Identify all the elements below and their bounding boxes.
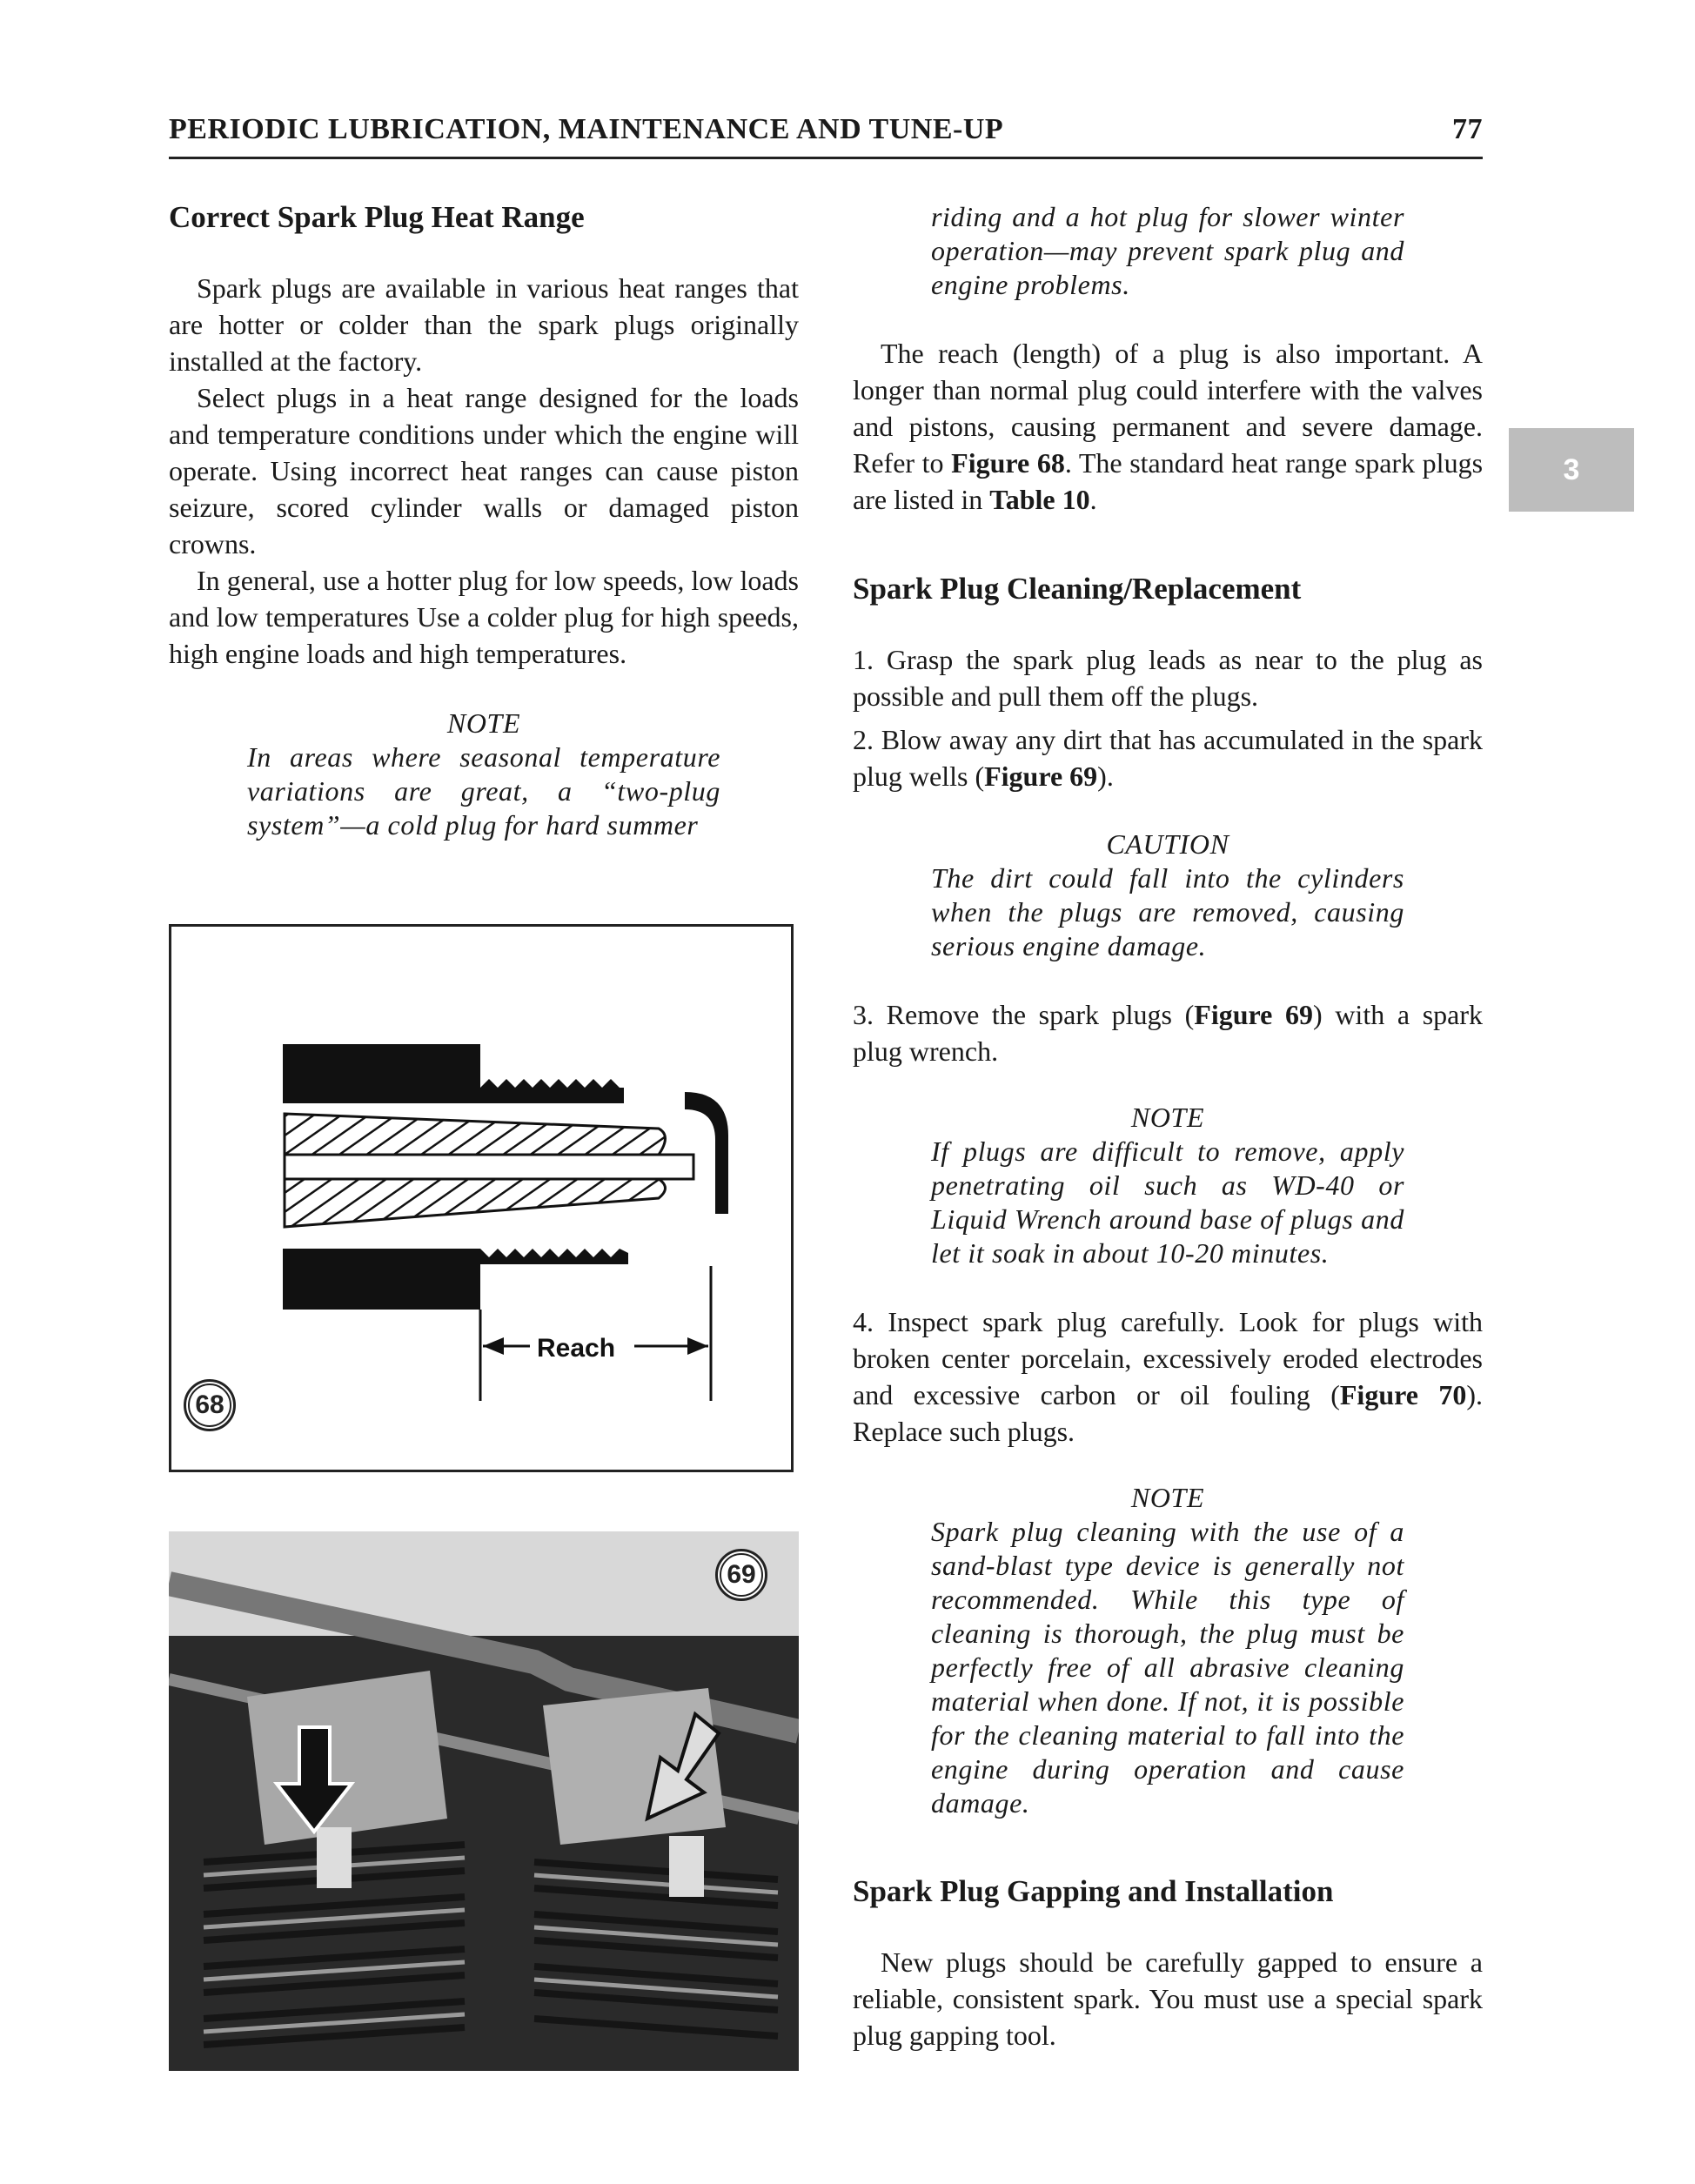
- left-column: [169, 198, 799, 875]
- paragraph: Spark plugs are available in various heat ranges that are hotter or colder than the spark plugs originally installed at the factory.: [169, 272, 799, 377]
- paragraph: In general, use a hotter plug for low speeds, low loads and low temperatures Use a colder plug for high speeds, high engine loads and high temperatures.: [169, 565, 799, 669]
- note-text: Spark plug cleaning with the use of a sand-blast type device is generally not recommended. While this type of cleaning is thorough, the plug must be perfectly free of all abrasive cleaning material when done. If not, it is possible for the cleaning material to fall into the engine during operation and cause damage.: [931, 1516, 1404, 1819]
- caution-label: CAUTION: [1106, 828, 1229, 860]
- section-heading-cleaning: Spark Plug Cleaning/Replacement: [853, 572, 1302, 606]
- step-1: 1. Grasp the spark plug leads as near to the plug as possible and pull them off the plugs.: [853, 644, 1483, 712]
- right-column: [853, 198, 1483, 2053]
- step-2: 2. Blow away any dirt that has accumulated in the spark plug wells (Figure 69).: [853, 724, 1483, 792]
- note-label: NOTE: [1130, 1482, 1205, 1513]
- section-heading-gapping: Spark Plug Gapping and Installation: [853, 1874, 1334, 1908]
- paragraph-gap: New plugs should be carefully gapped to ensure a reliable, consistent spark. You must use a special spark plug gapping tool.: [853, 1946, 1483, 2051]
- step-4: 4. Inspect spark plug carefully. Look for plugs with broken center porcelain, excessively eroded electrodes and excessive carbon or oil fouling (Figure 70). Replace such plugs.: [853, 1306, 1484, 1447]
- note-text: In areas where seasonal temperature variations are great, a “two-plug system”—a cold plug for hard summer: [247, 741, 720, 841]
- caution-block: [931, 827, 1404, 963]
- chapter-tab: [1509, 428, 1634, 512]
- figure-reference: Figure 69: [984, 760, 1098, 792]
- figure-68-number: 68: [195, 1390, 224, 1419]
- reach-label: Reach: [537, 1334, 616, 1363]
- note-label: NOTE: [1130, 1102, 1205, 1133]
- paragraph: Select plugs in a heat range designed for the loads and temperature conditions under which the engine will operate. Using incorrect heat ranges can cause piston seizure, scored cylinder walls or damaged piston crowns.: [169, 382, 799, 559]
- paragraph-reach: The reach (length) of a plug is also important. A longer than normal plug could interfere with the valves and pistons, causing permanent and severe damage. Refer to Figure 68. The standard heat range spark plugs are listed in Table 10.: [853, 338, 1484, 515]
- figure-reference: Figure 69: [1194, 999, 1314, 1030]
- note-label: NOTE: [446, 707, 521, 739]
- figure-69-badge: [715, 1549, 767, 1601]
- note-block-3: [931, 1481, 1404, 1820]
- note-block-2: [931, 1101, 1404, 1270]
- table-reference: Table 10: [989, 484, 1090, 515]
- page-header-title: PERIODIC LUBRICATION, MAINTENANCE AND TUNE-UP: [169, 113, 1004, 145]
- spark-plug-reach-diagram: [171, 927, 791, 1470]
- figure-reference: Figure 68: [951, 447, 1065, 479]
- figure-69-number: 69: [727, 1560, 756, 1589]
- figure-68-badge: [184, 1379, 236, 1431]
- running-head: [169, 113, 1483, 159]
- note-text: If plugs are difficult to remove, apply penetrating oil such as WD-40 or Liquid Wrench around base of plugs and let it soak in about 10-20 minutes.: [931, 1136, 1404, 1269]
- step-3: 3. Remove the spark plugs (Figure 69) with a spark plug wrench.: [853, 999, 1484, 1067]
- note-continuation: [931, 200, 1404, 302]
- caution-text: The dirt could fall into the cylinders when the plugs are removed, causing serious engine damage.: [931, 862, 1404, 961]
- figure-69-photo: [169, 1531, 799, 2071]
- chapter-tab-number: 3: [1563, 452, 1580, 486]
- figure-68: [169, 924, 794, 1472]
- engine-photo-illustration: [169, 1531, 799, 2071]
- section-heading-heat-range: Correct Spark Plug Heat Range: [169, 200, 585, 234]
- figure-reference: Figure 70: [1339, 1379, 1467, 1410]
- note-block: [247, 707, 720, 842]
- page-number: 77: [1452, 113, 1483, 145]
- note-continuation-text: riding and a hot plug for slower winter operation—may prevent spark plug and engine problems.: [931, 201, 1404, 300]
